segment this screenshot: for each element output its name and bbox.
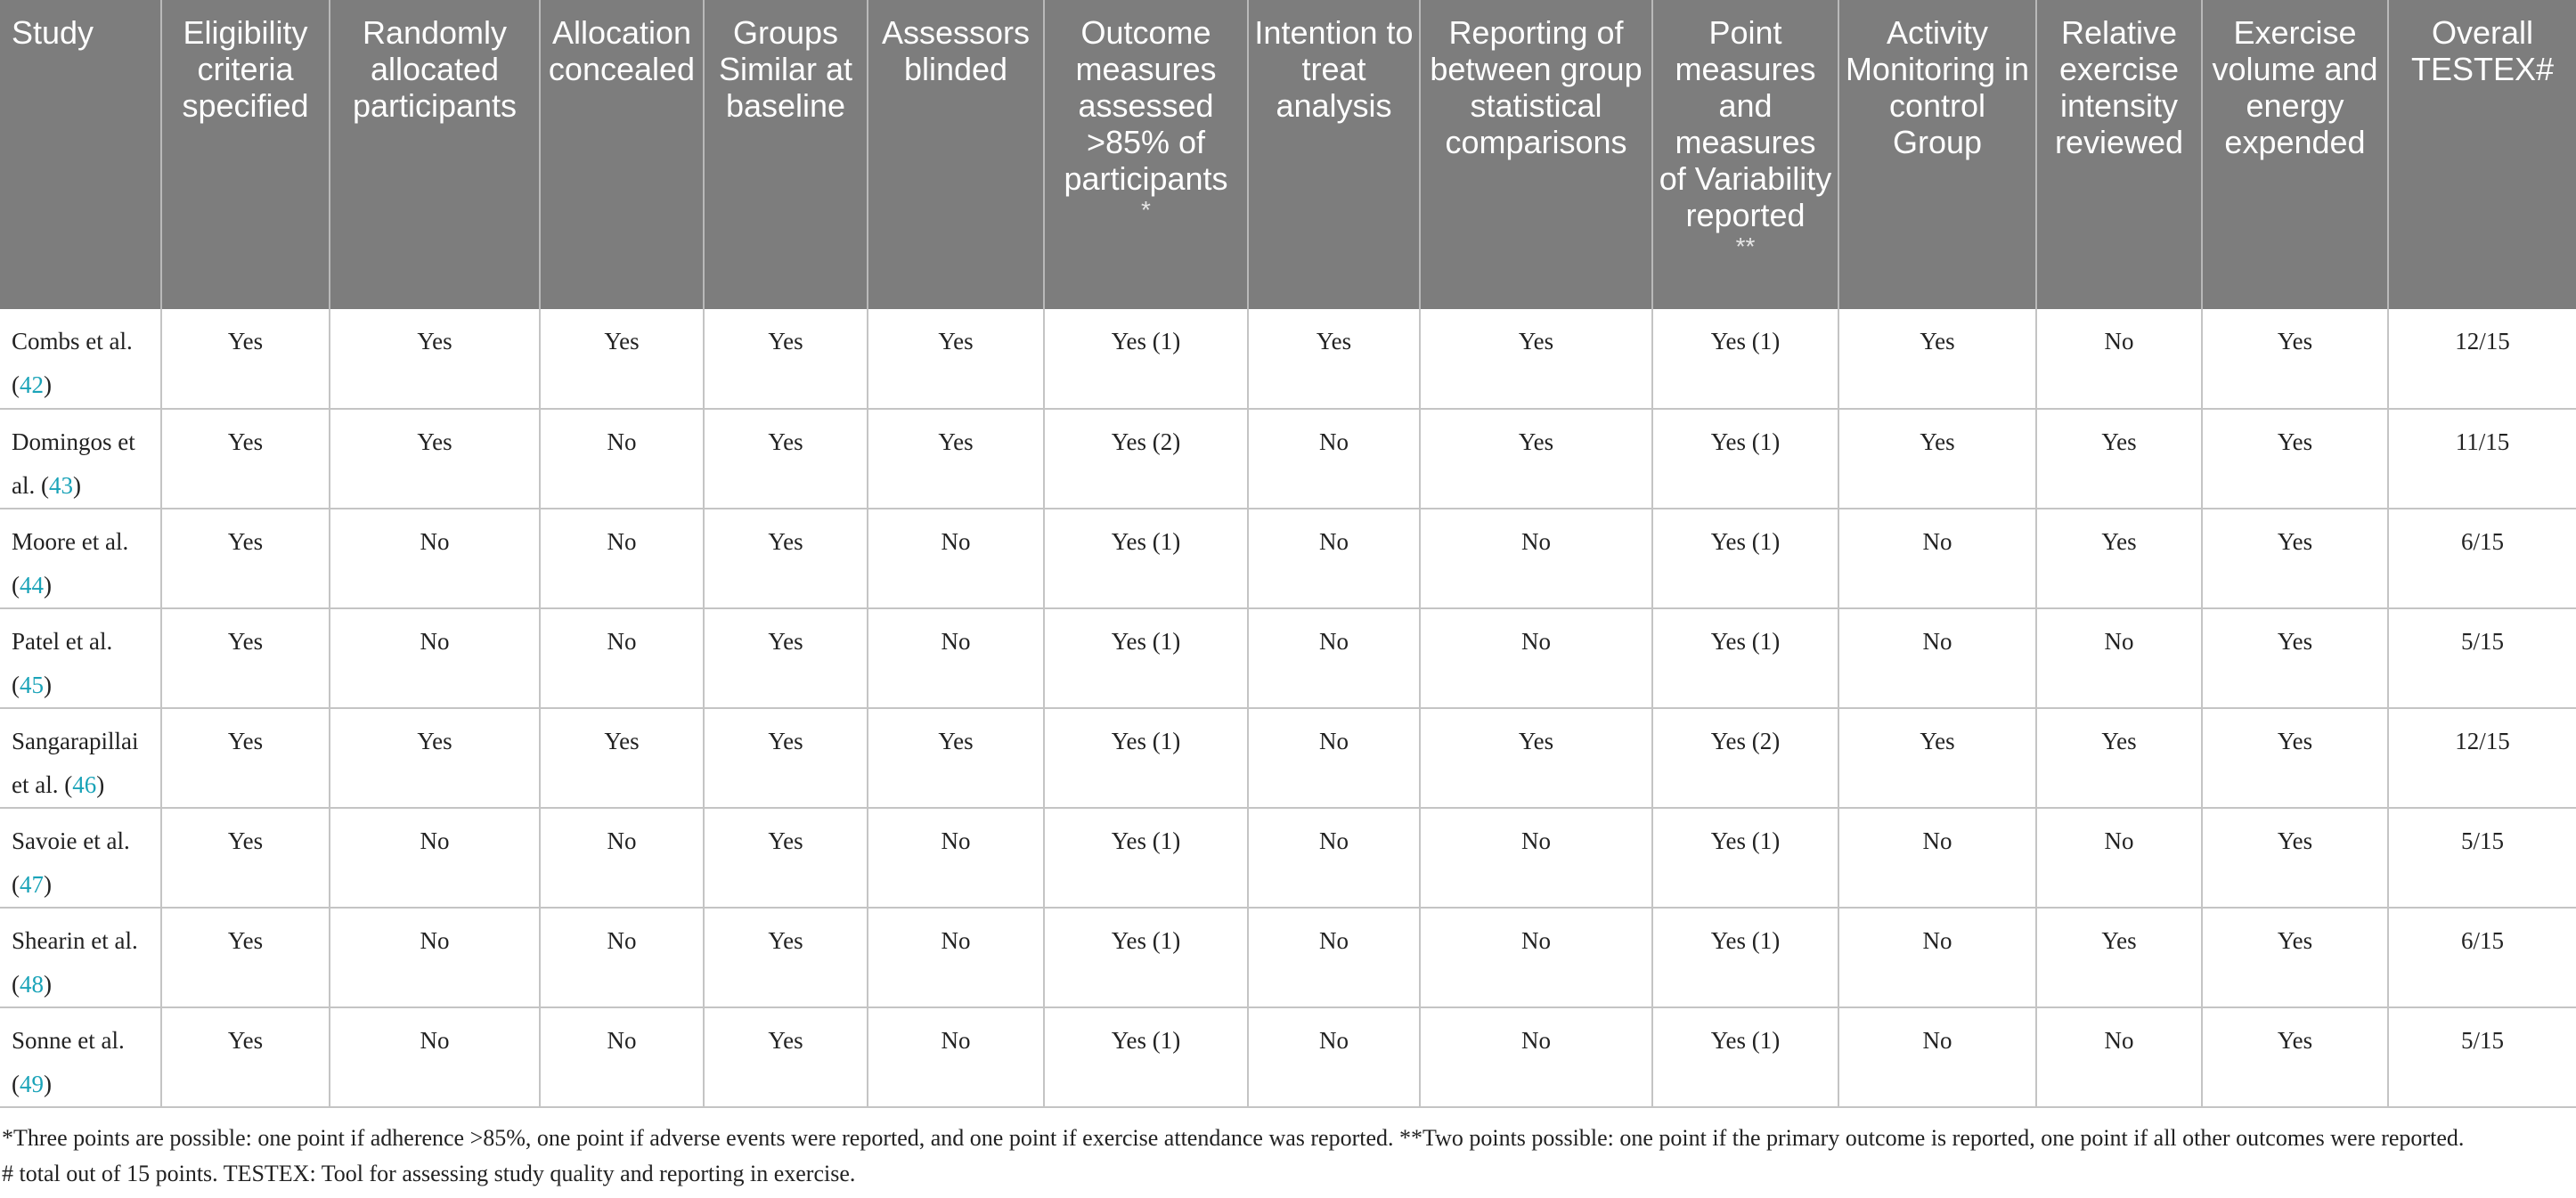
overall-score-cell: 11/15 <box>2388 409 2576 509</box>
table-cell: Yes <box>704 708 868 808</box>
table-cell: Yes (1) <box>1652 808 1838 908</box>
table-cell: Yes (1) <box>1044 608 1248 708</box>
table-cell: Yes <box>2202 708 2388 808</box>
table-cell: Yes (1) <box>1044 808 1248 908</box>
table-cell: Yes <box>704 608 868 708</box>
table-cell: Yes <box>161 509 330 608</box>
table-body <box>0 309 2576 1107</box>
table-cell: Yes <box>161 309 330 409</box>
table-cell: Yes <box>2202 409 2388 509</box>
table-cell: Yes <box>161 708 330 808</box>
column-header-label: Outcome measures assessed >85% of participants <box>1064 14 1228 197</box>
table-cell: Yes <box>161 1007 330 1107</box>
table-cell: No <box>540 808 704 908</box>
table-cell: No <box>540 1007 704 1107</box>
study-cell <box>0 608 161 708</box>
table-cell: Yes <box>2202 808 2388 908</box>
study-name-close: ) <box>44 572 52 599</box>
table-cell: Yes <box>868 309 1044 409</box>
study-name: Sonne et al. ( <box>12 1027 125 1097</box>
overall-score-cell: 12/15 <box>2388 309 2576 409</box>
table-cell: Yes <box>704 908 868 1007</box>
study-cell <box>0 509 161 608</box>
column-header-label: Intention to treat analysis <box>1254 14 1414 124</box>
table-cell: No <box>1248 509 1420 608</box>
table-cell: No <box>540 908 704 1007</box>
table-cell: Yes <box>704 509 868 608</box>
footnote-scoring: *Three points are possible: one point if adherence >85%, one point if adverse events were reported, and one point if exercise attendance was reported. **Two points possible: one point if the primary outcome is reported, one point if all other outcomes were reported. <box>2 1125 2465 1151</box>
table-cell: No <box>1248 608 1420 708</box>
study-cell <box>0 908 161 1007</box>
table-cell: No <box>1248 708 1420 808</box>
table-cell: Yes (2) <box>1044 409 1248 509</box>
study-name-close: ) <box>44 971 52 998</box>
table-cell: No <box>1420 908 1652 1007</box>
table-header <box>0 0 2576 309</box>
table-cell: Yes <box>1420 708 1652 808</box>
table-cell: Yes <box>2202 509 2388 608</box>
table-cell: No <box>868 1007 1044 1107</box>
column-header <box>540 0 704 309</box>
table-row <box>0 509 2576 608</box>
table-cell: No <box>1248 908 1420 1007</box>
column-header <box>868 0 1044 309</box>
column-header-label: Activity Monitoring in control Group <box>1845 14 2030 160</box>
table-cell: Yes (1) <box>1652 409 1838 509</box>
column-header <box>704 0 868 309</box>
table-cell: Yes <box>161 808 330 908</box>
table-row <box>0 908 2576 1007</box>
column-header <box>2202 0 2388 309</box>
study-name: Sangarapillai et al. ( <box>12 728 139 798</box>
study-cell <box>0 1007 161 1107</box>
table-cell: No <box>2036 608 2202 708</box>
column-header <box>1044 0 1248 309</box>
table-row <box>0 708 2576 808</box>
column-header <box>1838 0 2036 309</box>
column-header-label: Randomly allocated participants <box>352 14 518 124</box>
study-name-close: ) <box>44 672 52 698</box>
table-cell: Yes <box>540 708 704 808</box>
column-header-label: Point measures and measures of Variability reported <box>1659 14 1832 233</box>
table-cell: Yes <box>161 908 330 1007</box>
table-cell: No <box>1420 509 1652 608</box>
table-cell: Yes <box>2202 309 2388 409</box>
study-name: Savoie et al. ( <box>12 827 130 898</box>
overall-score-cell: 12/15 <box>2388 708 2576 808</box>
study-name-close: ) <box>72 472 81 499</box>
table-cell: No <box>330 808 540 908</box>
study-cell <box>0 309 161 409</box>
reference-link[interactable]: 45 <box>20 672 44 698</box>
study-name: Moore et al. ( <box>12 528 129 599</box>
column-header-label: Groups Similar at baseline <box>718 14 853 124</box>
table-cell: Yes <box>1420 309 1652 409</box>
study-name-close: ) <box>44 871 52 898</box>
column-header-label: Allocation concealed <box>548 14 696 87</box>
table-cell: Yes <box>704 309 868 409</box>
reference-link[interactable]: 43 <box>48 472 73 499</box>
table-cell: No <box>1838 509 2036 608</box>
reference-link[interactable]: 46 <box>72 771 97 798</box>
study-name-close: ) <box>44 1071 52 1097</box>
table-cell: Yes <box>330 409 540 509</box>
column-header-label: Overall TESTEX# <box>2410 14 2555 87</box>
table-cell: Yes (1) <box>1652 1007 1838 1107</box>
table-cell: No <box>1838 1007 2036 1107</box>
table-cell: Yes <box>2202 608 2388 708</box>
table-row <box>0 309 2576 409</box>
table-cell: No <box>2036 309 2202 409</box>
study-name: Patel et al. ( <box>12 628 113 698</box>
table-cell: Yes (1) <box>1652 309 1838 409</box>
overall-score-cell: 5/15 <box>2388 808 2576 908</box>
study-cell <box>0 409 161 509</box>
table-cell: Yes <box>2202 1007 2388 1107</box>
overall-score-cell: 6/15 <box>2388 908 2576 1007</box>
table-cell: Yes <box>1838 708 2036 808</box>
table-cell: Yes <box>2036 509 2202 608</box>
column-header-footnote-marker: ** <box>1735 232 1756 260</box>
table-cell: Yes <box>540 309 704 409</box>
header-row <box>0 0 2576 309</box>
table-cell: Yes (1) <box>1044 1007 1248 1107</box>
study-cell <box>0 708 161 808</box>
table-cell: No <box>868 808 1044 908</box>
table-cell: Yes <box>2036 708 2202 808</box>
table-cell: No <box>1420 1007 1652 1107</box>
column-header-footnote-marker: * <box>1141 196 1151 224</box>
reference-link[interactable]: 49 <box>20 1071 44 1097</box>
table-cell: Yes <box>1248 309 1420 409</box>
table-cell: No <box>1420 608 1652 708</box>
table-cell: Yes <box>868 409 1044 509</box>
column-header-label: Exercise volume and energy expended <box>2212 14 2378 160</box>
table-cell: Yes (2) <box>1652 708 1838 808</box>
table-cell: Yes <box>704 409 868 509</box>
table-cell: Yes <box>1838 309 2036 409</box>
table-cell: Yes <box>704 1007 868 1107</box>
table-cell: Yes <box>330 708 540 808</box>
study-name: Domingos et al. ( <box>12 428 135 499</box>
overall-score-cell: 5/15 <box>2388 1007 2576 1107</box>
study-cell <box>0 808 161 908</box>
study-name-close: ) <box>96 771 105 798</box>
table-cell: Yes <box>2036 908 2202 1007</box>
table-cell: No <box>1838 908 2036 1007</box>
table-cell: Yes <box>1838 409 2036 509</box>
table-cell: Yes <box>1420 409 1652 509</box>
table-cell: Yes (1) <box>1044 309 1248 409</box>
study-name: Combs et al. ( <box>12 328 133 398</box>
column-header <box>1420 0 1652 309</box>
column-header <box>1652 0 1838 309</box>
table-cell: Yes (1) <box>1652 509 1838 608</box>
reference-link[interactable]: 42 <box>20 371 44 398</box>
table-cell: No <box>540 509 704 608</box>
table-cell: Yes <box>161 608 330 708</box>
table-cell: Yes <box>330 309 540 409</box>
column-header <box>330 0 540 309</box>
column-header <box>0 0 161 309</box>
table-cell: Yes (1) <box>1044 708 1248 808</box>
table-cell: Yes (1) <box>1652 608 1838 708</box>
column-header-label: Relative exercise intensity reviewed <box>2054 14 2184 160</box>
table-cell: No <box>1248 409 1420 509</box>
table-row <box>0 1007 2576 1107</box>
table-cell: Yes <box>161 409 330 509</box>
reference-link[interactable]: 47 <box>20 871 44 898</box>
study-name-close: ) <box>44 371 52 398</box>
column-header-label: Assessors blinded <box>881 14 1031 87</box>
table-cell: No <box>330 1007 540 1107</box>
table-row <box>0 409 2576 509</box>
table-cell: No <box>540 409 704 509</box>
table-cell: No <box>1248 1007 1420 1107</box>
table-cell: Yes <box>2202 908 2388 1007</box>
table-cell: No <box>868 509 1044 608</box>
table-cell: No <box>2036 808 2202 908</box>
column-header-label: Eligibility criteria specified <box>182 14 309 124</box>
footnote-total: # total out of 15 points. TESTEX: Tool for assessing study quality and reporting in exercise. <box>2 1161 856 1186</box>
table-cell: No <box>2036 1007 2202 1107</box>
column-header <box>2388 0 2576 309</box>
table-cell: No <box>1838 608 2036 708</box>
table-cell: No <box>330 608 540 708</box>
table-cell: No <box>868 608 1044 708</box>
overall-score-cell: 6/15 <box>2388 509 2576 608</box>
study-name: Shearin et al. ( <box>12 927 138 998</box>
column-header <box>1248 0 1420 309</box>
table-footnotes <box>0 1121 2576 1192</box>
table-cell: Yes (1) <box>1044 908 1248 1007</box>
table-cell: No <box>330 908 540 1007</box>
table-row <box>0 808 2576 908</box>
table-cell: Yes (1) <box>1044 509 1248 608</box>
column-header <box>161 0 330 309</box>
column-header-label: Reporting of between group statistical comparisons <box>1430 14 1643 160</box>
table-cell: No <box>1420 808 1652 908</box>
table-cell: Yes <box>704 808 868 908</box>
table-cell: No <box>330 509 540 608</box>
reference-link[interactable]: 44 <box>20 572 44 599</box>
table-cell: No <box>540 608 704 708</box>
column-header-label: Study <box>12 14 94 51</box>
overall-score-cell: 5/15 <box>2388 608 2576 708</box>
table-cell: No <box>868 908 1044 1007</box>
table-cell: Yes (1) <box>1652 908 1838 1007</box>
table-cell: Yes <box>2036 409 2202 509</box>
table-cell: No <box>1248 808 1420 908</box>
table-cell: Yes <box>868 708 1044 808</box>
reference-link[interactable]: 48 <box>20 971 44 998</box>
table-cell: No <box>1838 808 2036 908</box>
table-row <box>0 608 2576 708</box>
column-header <box>2036 0 2202 309</box>
